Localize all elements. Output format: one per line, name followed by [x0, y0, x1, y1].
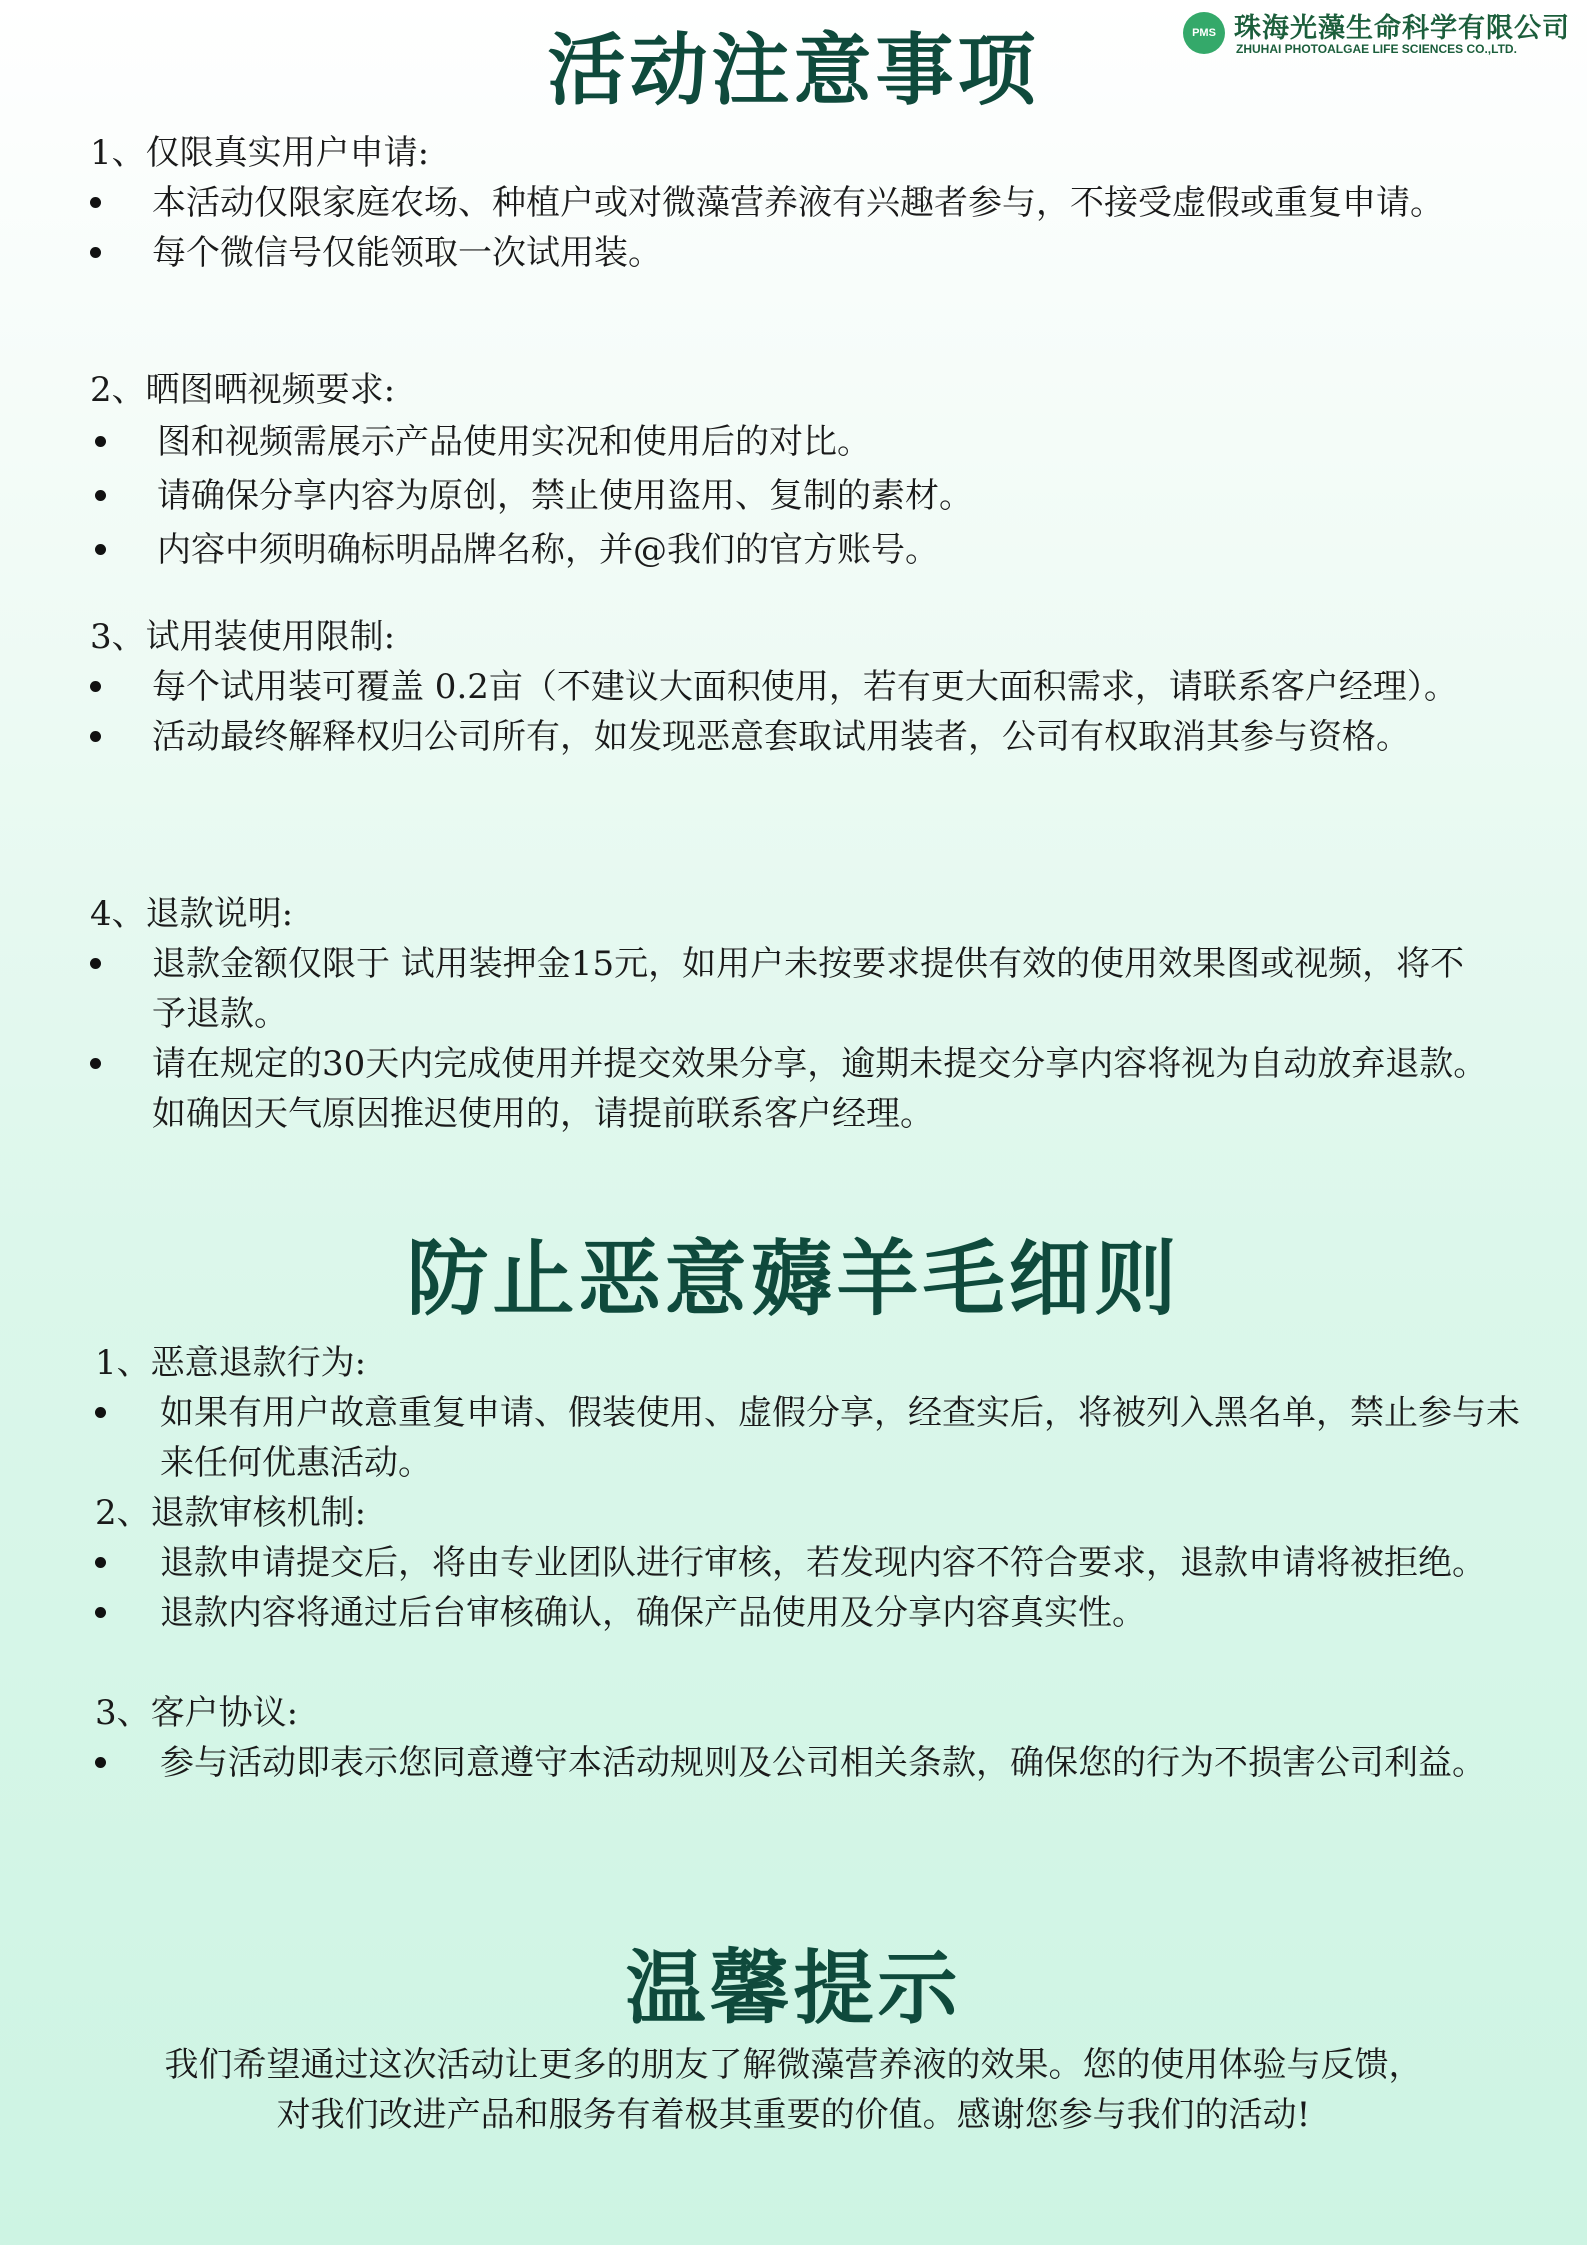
- list-item: 每个微信号仅能领取一次试用装。: [90, 228, 1490, 278]
- section-title: 2、退款审核机制:: [95, 1493, 367, 1533]
- list-item: 请确保分享内容为原创，禁止使用盗用、复制的素材。: [95, 469, 1490, 523]
- bullet-icon: [95, 1407, 106, 1418]
- notes-section-4: [90, 889, 1490, 1139]
- bullet-icon: [90, 247, 101, 258]
- company-name-en: ZHUHAI PHOTOALGAE LIFE SCIENCES CO.,LTD.: [1236, 42, 1517, 56]
- bullet-icon: [95, 1757, 106, 1768]
- notes-section-1: [90, 128, 1490, 278]
- list-item: 图和视频需展示产品使用实况和使用后的对比。: [95, 415, 1490, 469]
- bullet-icon: [95, 544, 106, 555]
- list-item: 每个试用装可覆盖 0.2亩（不建议大面积使用，若有更大面积需求，请联系客户经理）。: [90, 662, 1490, 712]
- bullet-icon: [90, 958, 101, 969]
- anti-section-1: [95, 1338, 1535, 1488]
- list-item: 退款金额仅限于 试用装押金15元，如用户未按要求提供有效的使用效果图或视频，将不予退款。: [90, 939, 1490, 1039]
- tips-line-1: 我们希望通过这次活动让更多的朋友了解微藻营养液的效果。您的使用体验与反馈，: [164, 2045, 1423, 2085]
- bullet-icon: [95, 1607, 106, 1618]
- tips-paragraph: [0, 2040, 1587, 2140]
- list-item: 内容中须明确标明品牌名称，并@我们的官方账号。: [95, 523, 1490, 577]
- bullet-icon: [90, 197, 101, 208]
- section-title: 2、晒图晒视频要求:: [90, 370, 396, 410]
- list-item: 参与活动即表示您同意遵守本活动规则及公司相关条款，确保您的行为不损害公司利益。: [95, 1738, 1535, 1788]
- section-title: 1、仅限真实用户申请:: [90, 133, 430, 173]
- list-item: 请在规定的30天内完成使用并提交效果分享，逾期未提交分享内容将视为自动放弃退款。如确因天气原因推迟使用的，请提前联系客户经理。: [90, 1039, 1490, 1139]
- heading-anti-abuse: 防止恶意薅羊毛细则: [406, 1231, 1181, 1327]
- company-name-cn: 珠海光藻生命科学有限公司: [1234, 13, 1570, 43]
- tips-line-2: 对我们改进产品和服务有着极其重要的价值。感谢您参与我们的活动!: [276, 2095, 1311, 2135]
- section-title: 4、退款说明:: [90, 894, 294, 934]
- bullet-icon: [90, 681, 101, 692]
- heading-activity-notes: 活动注意事项: [547, 25, 1040, 116]
- list-item: 退款申请提交后，将由专业团队进行审核，若发现内容不符合要求，退款申请将被拒绝。: [95, 1538, 1535, 1588]
- heading-tips: 温馨提示: [625, 1941, 962, 2035]
- section-title: 3、试用装使用限制:: [90, 617, 396, 657]
- notes-section-3: [90, 612, 1490, 762]
- list-item: 活动最终解释权归公司所有，如发现恶意套取试用装者，公司有权取消其参与资格。: [90, 712, 1490, 762]
- bullet-icon: [95, 436, 106, 447]
- bullet-icon: [95, 1557, 106, 1568]
- bullet-icon: [95, 490, 106, 501]
- anti-section-2: [95, 1488, 1535, 1638]
- section-title: 1、恶意退款行为:: [95, 1343, 367, 1383]
- list-item: 退款内容将通过后台审核确认，确保产品使用及分享内容真实性。: [95, 1588, 1535, 1638]
- list-item: 本活动仅限家庭农场、种植户或对微藻营养液有兴趣者参与，不接受虚假或重复申请。: [90, 178, 1490, 228]
- logo-mark-icon: PMS: [1183, 12, 1225, 54]
- list-item: 如果有用户故意重复申请、假装使用、虚假分享，经查实后，将被列入黑名单，禁止参与未来任何优惠活动。: [95, 1388, 1535, 1488]
- anti-section-3: [95, 1688, 1535, 1788]
- section-title: 3、客户协议:: [95, 1693, 299, 1733]
- bullet-icon: [90, 731, 101, 742]
- notes-section-2: [90, 365, 1490, 577]
- bullet-icon: [90, 1058, 101, 1069]
